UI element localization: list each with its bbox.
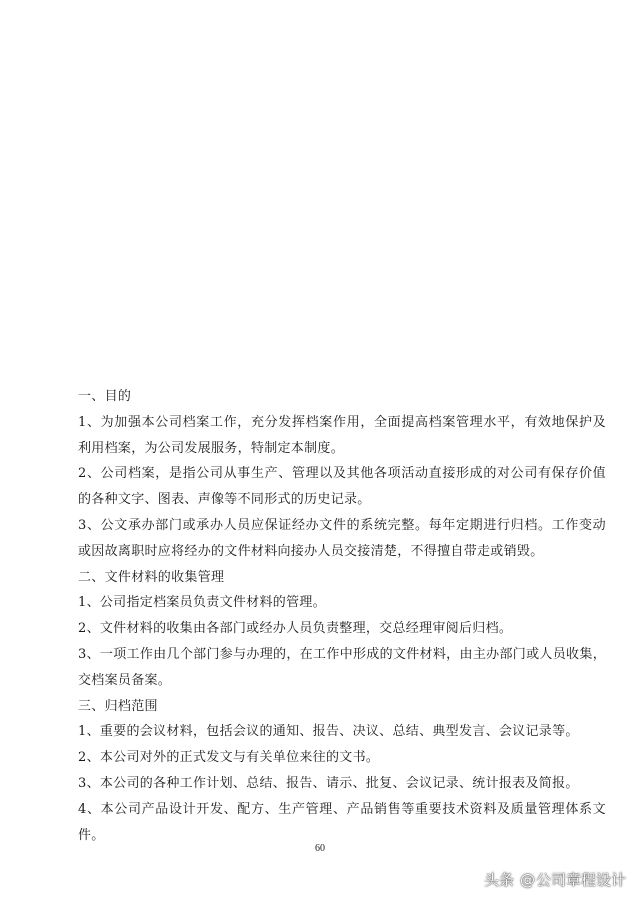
watermark-account: 公司章程设计 — [535, 871, 626, 889]
paragraph-line: 利用档案，为公司发展服务，特制定本制度。 — [78, 440, 345, 456]
document-body — [78, 384, 608, 848]
paragraph-line: 2、公司档案，是指公司从事生产、管理以及其他各项活动直接形成的对公司有保存价值 — [78, 466, 606, 482]
section-heading: 一、目的 — [78, 389, 132, 404]
paragraph-line: 交档案员备案。 — [78, 672, 172, 688]
paragraph-line: 件。 — [78, 827, 105, 843]
paragraph-line: 4、本公司产品设计开发、配方、生产管理、产品销售等重要技术资料及质量管理体系文 — [78, 801, 606, 817]
paragraph-line: 2、本公司对外的正式发文与有关单位来往的文书。 — [78, 750, 380, 766]
paragraph-line: 的各种文字、图表、声像等不同形式的历史记录。 — [78, 492, 371, 508]
watermark-at: @ — [519, 870, 535, 889]
paragraph-line: 1、为加强本公司档案工作，充分发挥档案作用，全面提高档案管理水平，有效地保护及 — [78, 414, 606, 430]
paragraph-line: 3、本公司的各种工作计划、总结、报告、请示、批复、会议记录、统计报表及简报。 — [78, 775, 579, 791]
section-heading: 二、文件材料的收集管理 — [78, 569, 225, 585]
page-number: 60 — [315, 843, 325, 854]
section-heading: 三、归档范围 — [78, 698, 158, 714]
paragraph-line: 3、一项工作由几个部门参与办理的，在工作中形成的文件材料，由主办部门或人员收集， — [78, 646, 606, 662]
paragraph-line: 1、重要的会议材料，包括会议的通知、报告、决议、总结、典型发言、会议记录等。 — [78, 724, 579, 740]
paragraph-line: 2、文件材料的收集由各部门或经办人员负责整理，交总经理审阅后归档。 — [78, 621, 513, 637]
paragraph-line: 1、公司指定档案员负责文件材料的管理。 — [78, 595, 326, 611]
paragraph-line: 或因故离职时应将经办的文件材料向接办人员交接清楚，不得擅自带走或销毁。 — [78, 543, 544, 559]
watermark-brand: 头条 — [483, 871, 514, 889]
paragraph-line: 3、公文承办部门或承办人员应保证经办文件的系统完整。每年定期进行归档。工作变动 — [78, 517, 606, 533]
watermark — [484, 869, 626, 890]
